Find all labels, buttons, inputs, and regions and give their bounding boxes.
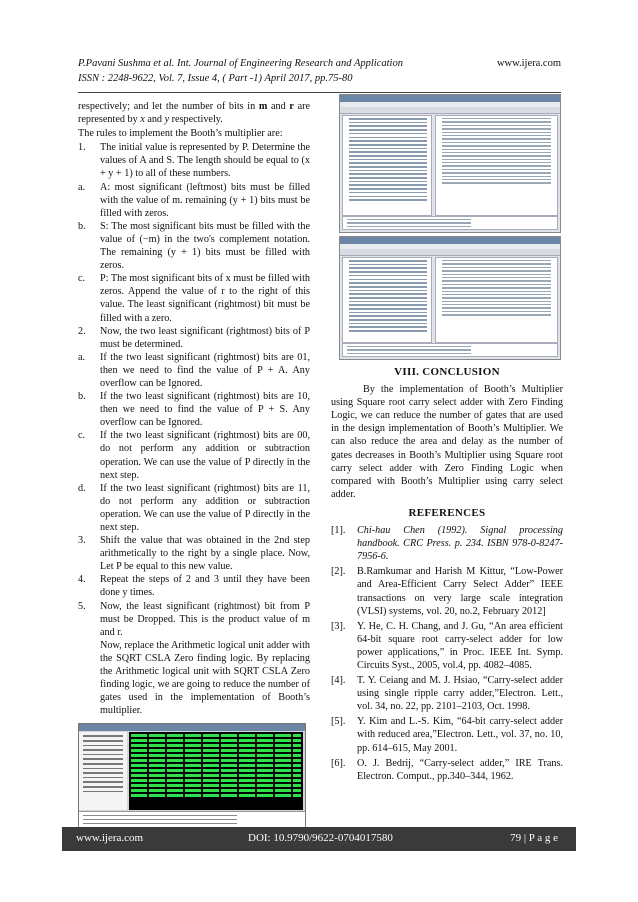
list-item: 1. The initial value is represented by P. Determine the values of A and S. The length should be equal to (x + y + 1) to all of these numbers. bbox=[78, 142, 310, 180]
list-item: a. A: most significant (leftmost) bits must be filled with the value of m. remaining (y + 1) bits must be filled with zeros. bbox=[78, 181, 310, 219]
list-item: 5. Now, the least significant (rightmost) bit from P must be Dropped. This is the product value of m and r. bbox=[78, 600, 310, 638]
window-titlebar bbox=[340, 237, 560, 244]
reference-item: [2]. B.Ramkumar and Harish M Kittur, “Low-Power and Area-Efficient Carry Select Adder” IEEE transactions on very large scale integration (VLSI) systems, vol. 20, no.2, February 2012] bbox=[331, 566, 563, 617]
intro-paragraph: respectively; and let the number of bits in m and r are represented by x and y respectively. bbox=[78, 101, 311, 126]
signal-name-list bbox=[79, 732, 127, 810]
page-number: 79 | P a g e bbox=[510, 832, 558, 844]
window-titlebar bbox=[340, 95, 560, 102]
console-panel bbox=[342, 343, 558, 357]
list-item: d. If the two least significant (rightmost) bits are 11, do not perform any addition or subtraction operation. We can use the value of P directly in the next step. bbox=[78, 482, 310, 533]
right-column bbox=[331, 94, 563, 785]
header-site-link[interactable]: www.ijera.com bbox=[496, 58, 561, 69]
list-item: c. If the two least significant (rightmost) bits are 00, do not perform any addition or subtraction operation. We can use the value of P directly in the next step. bbox=[78, 430, 310, 481]
left-column bbox=[78, 100, 310, 833]
header-rule bbox=[78, 92, 561, 93]
issn-line: ISSN : 2248-9622, Vol. 7, Issue 4, ( Part -1) April 2017, pp.75-80 bbox=[78, 73, 353, 84]
window-toolbar bbox=[340, 107, 560, 114]
journal-line: P.Pavani Sushma et al. Int. Journal of Engineering Research and Application bbox=[78, 58, 403, 69]
page-footer bbox=[62, 827, 576, 851]
closing-paragraph: Now, replace the Arithmetic logical unit adder with the SQRT CSLA Zero finding logic. By replacing the Arithmetic logical unit with SQRT CSLA Zero finding logic, we are going to reduce the number of gates used in the implementation of Booth’s multiplier. bbox=[100, 639, 310, 717]
list-item: 3. Shift the value that was obtained in the 2nd step arithmetically to the right by a single place. Now, Let P be equal to this new value. bbox=[78, 535, 310, 573]
reference-item: [3]. Y. He, C. H. Chang, and J. Gu, “An area efficient 64-bit square root carry-select adder for low power applications,” in Proc. IEEE Int. Symp. Circuits Syst., 2005, vol.4, pp. 4082–4085. bbox=[331, 620, 563, 671]
list-item: 4. Repeat the steps of 2 and 3 until they have been done y times. bbox=[78, 574, 310, 599]
reference-item: [5]. Y. Kim and L.-S. Kim, “64-bit carry-select adder with reduced area,”Electron. Lett., vol. 37, no. 10, pp. 614–615, May 2001. bbox=[331, 716, 563, 754]
window-toolbar bbox=[340, 249, 560, 256]
conclusion-heading: VIII. CONCLUSION bbox=[394, 366, 500, 378]
synthesis-report-screenshot-1 bbox=[339, 94, 561, 233]
footer-doi: DOI: 10.9790/9622-0704017580 bbox=[248, 832, 393, 844]
console-panel bbox=[342, 216, 558, 230]
report-panel bbox=[435, 115, 558, 216]
waveform-plot bbox=[129, 732, 303, 810]
reference-item: [6]. O. J. Bedrij, “Carry-select adder,” IRE Trans. Electron. Comput., pp.340–344, 1962. bbox=[331, 757, 563, 782]
conclusion-paragraph: By the implementation of Booth’s Multiplier using Square root carry select adder with Zero Finding Logic, we can reduce the number of gates that are used in the design implementation of Booth’s Multiplier. We can also reduce the area and delay as the number of gates decreases in Booth’s Multiplier using Square root carry select adder with Zero Finding Logic when compared with Booth’s Multiplier using carry select adder. bbox=[331, 384, 563, 500]
footer-site-link[interactable]: www.ijera.com bbox=[76, 832, 144, 844]
list-item: 2. Now, the two least significant (rightmost) bits of P must be determined. bbox=[78, 325, 310, 350]
list-item: b. If the two least significant (rightmost) bits are 10, then we need to find the value of P + S. Any overflow can be Ignored. bbox=[78, 391, 310, 429]
reference-item: [4]. T. Y. Ceiang and M. J. Hsiao, “Carry-select adder using single ripple carry adder,”Electron. Lett., vol. 34, no. 22, pp. 2101–2103, Oct. 1998. bbox=[331, 675, 563, 713]
waveform-screenshot bbox=[78, 723, 306, 833]
rules-heading: The rules to implement the Booth’s multiplier are: bbox=[78, 128, 283, 140]
report-panel bbox=[435, 257, 558, 343]
references-heading: REFERENCES bbox=[408, 506, 486, 519]
list-item: a. If the two least significant (rightmost) bits are 01, then we need to find the value of P + A. Any overflow can be Ignored. bbox=[78, 351, 310, 389]
design-hierarchy-panel bbox=[342, 115, 432, 216]
list-item: c. P: The most significant bits of x must be filled with zeros. Append the value of r to the right of this value. The least significant (rightmost) bit must be filled with a zero. bbox=[78, 273, 310, 324]
window-titlebar bbox=[79, 724, 305, 731]
synthesis-report-screenshot-2 bbox=[339, 236, 561, 360]
list-item: b. S: The most significant bits must be filled with the value of (−m) in the two's complement notation. The remaining (y + 1) bits must be filled with zeros. bbox=[78, 220, 310, 272]
design-hierarchy-panel bbox=[342, 257, 432, 343]
reference-item: [1]. Chi-hau Chen (1992). Signal processing handbook. CRC Press. p. 234. ISBN 978-0-8247-7956-6. bbox=[331, 525, 563, 563]
running-header bbox=[78, 57, 561, 97]
